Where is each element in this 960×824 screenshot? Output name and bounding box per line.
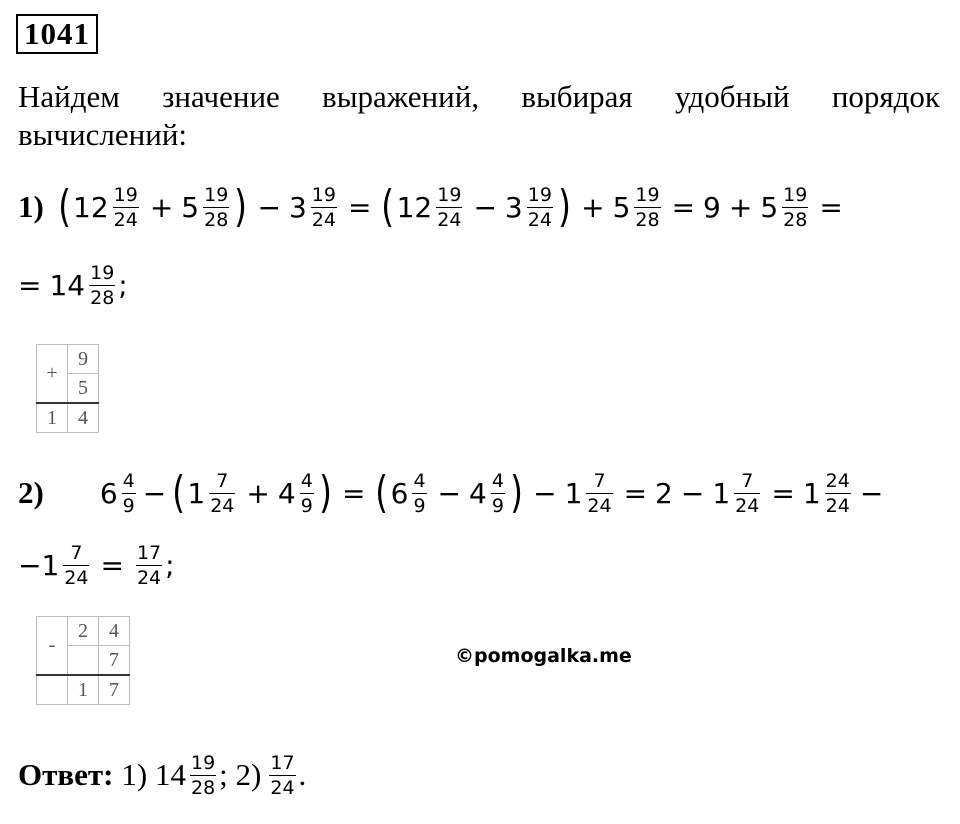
mixed-whole: 4 [469, 476, 487, 510]
watermark: ©pomogalka.me [455, 645, 632, 667]
fraction: $\frac{7}{24}$ [64, 541, 89, 589]
mixed-whole: 5 [760, 190, 779, 224]
minus-sign: − [257, 190, 281, 224]
semicolon: ; [118, 268, 128, 302]
part1-label: 1) [18, 189, 44, 224]
paren-open: ( [375, 467, 389, 518]
fraction: $\frac{7}{24}$ [210, 469, 235, 517]
grid-digit: 1 [37, 403, 68, 433]
mixed-whole: 12 [73, 190, 109, 224]
paren-close: ) [510, 467, 523, 518]
grid-digit: 9 [68, 345, 99, 374]
operation-sign: + [37, 345, 68, 404]
paren-open: ( [57, 181, 71, 232]
mixed-whole: 1 [564, 476, 583, 510]
paren-close: ) [234, 181, 248, 232]
fraction: $\frac{4}{9}$ [300, 469, 313, 517]
minus-sign: − [680, 476, 705, 510]
equals-sign: = [347, 190, 372, 224]
fraction: $\frac{17}{24}$ [136, 541, 162, 589]
mixed-whole: 1 [712, 476, 731, 510]
minus-sign: − [533, 476, 557, 510]
grid-digit: 4 [99, 617, 130, 646]
equals-sign: = [100, 548, 124, 582]
intro-line-1: Найдем значение выражений, выбирая удобный порядок [18, 79, 940, 114]
fraction: $\frac{4}{9}$ [413, 469, 426, 517]
fraction: $\frac{7}{24}$ [735, 469, 760, 517]
intro-line-2: вычислений: [18, 117, 188, 152]
mixed-whole: 1 [187, 476, 206, 510]
equals-sign: = [819, 190, 843, 224]
operation-sign: - [37, 617, 68, 676]
answer-label: Ответ: [18, 757, 114, 792]
column-subtraction-grid [36, 616, 130, 705]
mixed-whole: 1 [802, 476, 821, 510]
part2-line2 [18, 534, 175, 596]
fraction: $\frac{19}{28}$ [204, 183, 229, 231]
fraction: $\frac{19}{28}$ [635, 183, 660, 231]
answer-end: . [298, 757, 307, 792]
answer-separator: ; 2) [219, 757, 262, 792]
mixed-whole: 1 [41, 548, 60, 582]
part2-label: 2) [18, 475, 44, 510]
fraction: $\frac{19}{28}$ [783, 183, 808, 231]
minus-sign: − [18, 548, 42, 582]
grid-digit: 1 [68, 675, 99, 705]
fraction: $\frac{7}{24}$ [587, 469, 612, 517]
fraction: $\frac{19}{24}$ [437, 183, 462, 231]
fraction: $\frac{4}{9}$ [122, 469, 135, 517]
paren-close: ) [318, 467, 332, 518]
equals-sign: = [341, 476, 366, 510]
answer-part1: 1) 14 [121, 757, 186, 792]
equals-sign: = [623, 476, 648, 510]
answer-line [18, 744, 306, 806]
intermediate-value: 2 [655, 476, 673, 510]
part1-line1 [18, 176, 851, 238]
plus-sign: + [246, 476, 270, 510]
mixed-whole: 12 [396, 190, 433, 224]
paren-open: ( [381, 181, 395, 232]
minus-sign: − [437, 476, 461, 510]
semicolon: ; [165, 548, 175, 582]
plus-sign: + [581, 190, 605, 224]
grid-digit: 2 [68, 617, 99, 646]
plus-sign: + [149, 190, 174, 224]
fraction: $\frac{19}{24}$ [113, 183, 138, 231]
plus-sign: + [728, 190, 753, 224]
grid-digit [68, 646, 99, 676]
task-number-badge: 1041 [16, 14, 98, 54]
grid-digit: 7 [99, 646, 130, 676]
fraction: $\frac{24}{24}$ [825, 469, 850, 517]
grid-digit: 7 [99, 675, 130, 705]
paren-open: ( [172, 467, 186, 518]
mixed-whole: 5 [181, 190, 200, 224]
intro-text [18, 78, 940, 154]
column-addition-grid [36, 344, 99, 433]
fraction: $\frac{19}{28}$ [190, 751, 216, 799]
equals-sign: = [771, 476, 795, 510]
intermediate-value: 9 [703, 190, 721, 224]
minus-sign: − [859, 476, 884, 510]
mixed-whole: 14 [49, 268, 86, 302]
fraction: $\frac{19}{24}$ [311, 183, 336, 231]
fraction: $\frac{19}{28}$ [90, 261, 115, 309]
fraction: $\frac{4}{9}$ [491, 469, 504, 517]
grid-digit: 4 [68, 403, 99, 433]
part1-line2 [18, 254, 128, 316]
equals-sign: = [671, 190, 696, 224]
mixed-whole: 5 [612, 190, 631, 224]
minus-sign: − [142, 476, 167, 510]
fraction: $\frac{17}{24}$ [270, 751, 295, 799]
grid-empty-cell [37, 675, 68, 705]
paren-close: ) [558, 181, 571, 232]
part2-line1 [18, 462, 883, 524]
mixed-whole: 6 [390, 476, 409, 510]
fraction: $\frac{19}{24}$ [527, 183, 552, 231]
equals-sign: = [18, 268, 42, 302]
mixed-whole: 3 [288, 190, 307, 224]
mixed-whole: 6 [99, 476, 118, 510]
mixed-whole: 4 [277, 476, 296, 510]
mixed-whole: 3 [504, 190, 523, 224]
grid-digit: 5 [68, 374, 99, 404]
minus-sign: − [473, 190, 497, 224]
